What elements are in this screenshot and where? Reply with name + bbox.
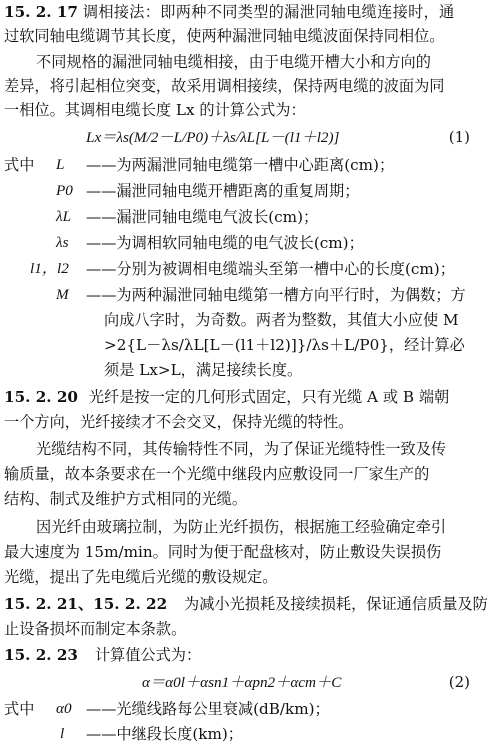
clause-15-2-17 [4,2,455,22]
definition-text: 须是 Lx>L，满足接续长度。 [104,361,303,379]
paragraph-line: 光纤是按一定的几何形式固定，只有光缆 A 或 B 端朝 [88,388,450,406]
paragraph-line: 光缆结构不同，其传输特性不同，为了保证光缆特性一致及传 [36,440,447,458]
clause-number: 15. 2. 17 [4,3,78,21]
paragraph-line: 光缆，提出了先电缆后光缆的敷设规定。 [4,568,278,586]
clause-number: 15. 2. 21、15. 2. 22 [4,595,168,613]
where-label: 式中 [4,700,35,718]
definition-text: 向成八字时，为奇数。两者为整数，其值大小应使 M [104,311,459,329]
definition-text: ——漏泄同轴电缆开槽距离的重复周期； [86,182,360,200]
clause-15-2-23 [4,645,201,665]
symbol: l [60,725,65,742]
clause-15-2-20 [4,387,449,407]
equation-2: α＝α0l＋αsn1＋αpn2＋αcm＋C [142,674,342,691]
paragraph-line: 因光纤由玻璃拉制，为防止光纤损伤，根据施工经验确定牵引 [36,518,447,536]
clause-15-2-21-22 [4,594,488,614]
paragraph-line: 计算值公式为： [94,646,202,664]
symbol: l1，l2 [30,260,69,277]
paragraph-line: 不同规格的漏泄同轴电缆相接，由于电缆开槽大小和方向的 [36,53,431,71]
definition-text: ——分别为被调相电缆端头至第一槽中心的长度(cm)； [86,260,455,278]
clause-number: 15. 2. 23 [4,646,78,664]
definition-text: ——为调相软同轴电缆的电气波长(cm)； [86,234,364,252]
equation-number: (2) [448,673,470,691]
symbol: P0 [56,182,73,199]
definition-text: ——漏泄同轴电缆电气波长(cm)； [86,208,319,226]
clause-number: 15. 2. 20 [4,388,78,406]
equation-number: (1) [448,128,470,146]
paragraph-line: 调相接法：即两种不同类型的漏泄同轴电缆连接时，通 [82,3,455,21]
paragraph-line: 过软同轴电缆调节其长度，使两种漏泄同轴电缆波面保持同相位。 [4,27,445,45]
paragraph-line: 止设备损坏而制定本条款。 [4,620,187,638]
definition-text: ——为两种漏泄同轴电缆第一槽方向平行时，为偶数；方 [86,286,466,304]
paragraph-line: 一相位。其调相电缆长度 Lx 的计算公式为： [4,101,306,119]
symbol: λL [56,208,72,225]
definition-text: ——为两漏泄同轴电缆第一槽中心距离(cm)； [86,156,395,174]
symbol: α0 [56,700,72,717]
symbol: λs [56,234,69,251]
paragraph-line: 差异，将引起相位突变，故采用调相接续，保持两电缆的波面为同 [4,77,445,95]
paragraph-line: 一个方向，光纤接续才不会交叉，保持光缆的特性。 [4,413,354,431]
paragraph-line: 为减小光损耗及接续损耗，保证通信质量及防 [184,595,488,613]
where-label: 式中 [4,156,35,174]
symbol: M [56,286,69,303]
definition-text: >2{L－λs/λL[L－(l1＋l2)]}/λs＋L/P0}，经计算必 [104,336,465,354]
equation-1: Lx＝λs(M/2－L/P0)＋λs/λL[L－(l1＋l2)] [86,129,340,146]
paragraph-line: 最大速度为 15m/min。同时为便于配盘核对，防止敷设失误损伤 [4,543,442,561]
symbol: L [56,156,65,173]
definition-text: ——光缆线路每公里衰减(dB/km)； [86,700,330,718]
paragraph-line: 输质量，故本条要求在一个光缆中继段内应敷设同一厂家生产的 [4,465,430,483]
definition-text: ——中继段长度(km)； [86,725,243,743]
paragraph-line: 结构、制式及维护方式相同的光缆。 [4,490,247,508]
